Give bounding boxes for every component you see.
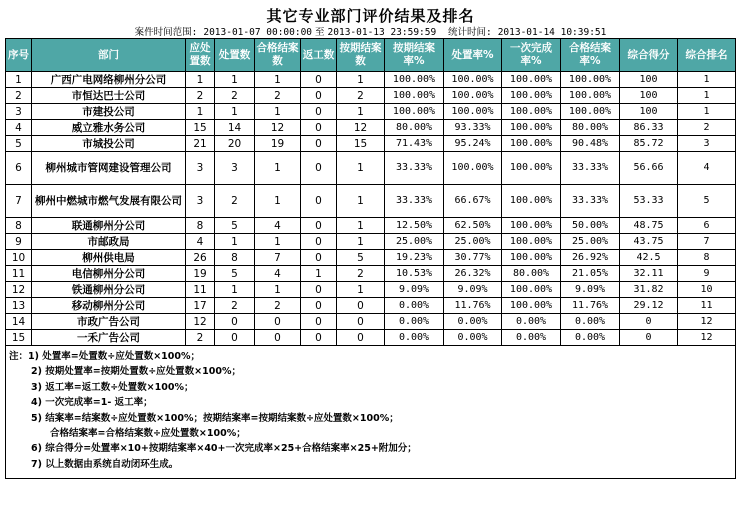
- table-cell: 0: [301, 152, 337, 185]
- table-cell: 9: [678, 266, 736, 282]
- table-cell: 48.75: [620, 218, 678, 234]
- table-cell: 100.00%: [502, 88, 561, 104]
- table-cell: 50.00%: [561, 218, 620, 234]
- range-from: 2013-01-07 00:00:00: [203, 27, 313, 38]
- table-cell: 1: [337, 104, 385, 120]
- table-cell: 10.53%: [385, 266, 444, 282]
- department-cell: 柳州城市管网建设管理公司: [32, 152, 186, 185]
- department-cell: 威立雅水务公司: [32, 120, 186, 136]
- table-row: [6, 330, 736, 346]
- column-header: 部门: [32, 39, 186, 72]
- column-header: 合格结案率%: [561, 39, 620, 72]
- department-cell: 电信柳州分公司: [32, 266, 186, 282]
- table-row: [6, 104, 736, 120]
- table-cell: 0: [301, 250, 337, 266]
- table-cell: 0: [255, 314, 301, 330]
- table-cell: 25.00%: [444, 234, 502, 250]
- table-cell: 100.00%: [502, 218, 561, 234]
- table-cell: 33.33%: [385, 185, 444, 218]
- table-cell: 20: [215, 136, 255, 152]
- department-cell: 移动柳州分公司: [32, 298, 186, 314]
- table-cell: 3: [186, 185, 215, 218]
- table-cell: 12: [337, 120, 385, 136]
- table-cell: 0: [301, 234, 337, 250]
- table-body: [6, 72, 736, 346]
- table-cell: 17: [186, 298, 215, 314]
- report-meta: [0, 24, 741, 38]
- table-cell: 80.00%: [561, 120, 620, 136]
- table-cell: 33.33%: [561, 185, 620, 218]
- table-cell: 100.00%: [502, 250, 561, 266]
- table-header: [6, 39, 736, 72]
- table-cell: 0: [255, 330, 301, 346]
- table-row: [6, 136, 736, 152]
- table-cell: 100.00%: [444, 152, 502, 185]
- department-cell: 铁通柳州分公司: [32, 282, 186, 298]
- table-cell: 4: [678, 152, 736, 185]
- table-cell: 43.75: [620, 234, 678, 250]
- table-cell: 21: [186, 136, 215, 152]
- table-cell: 12: [255, 120, 301, 136]
- table-cell: 0: [301, 298, 337, 314]
- stat-time: 2013-01-14 10:39:51: [497, 27, 607, 38]
- table-cell: 100.00%: [502, 136, 561, 152]
- table-cell: 3: [6, 104, 32, 120]
- table-cell: 1: [215, 282, 255, 298]
- table-cell: 15: [337, 136, 385, 152]
- column-header: 综合得分: [620, 39, 678, 72]
- note-2: 2) 按期处置率=按期处置数÷应处置数×100%；: [31, 366, 241, 378]
- table-cell: 100.00%: [385, 88, 444, 104]
- table-row: [6, 234, 736, 250]
- table-cell: 5: [678, 185, 736, 218]
- table-cell: 12: [186, 314, 215, 330]
- table-cell: 11.76%: [561, 298, 620, 314]
- note-4: 4) 一次完成率=1- 返工率；: [31, 397, 153, 409]
- table-cell: 0.00%: [561, 330, 620, 346]
- table-row: [6, 298, 736, 314]
- table-cell: 6: [6, 152, 32, 185]
- table-cell: 2: [215, 298, 255, 314]
- table-cell: 4: [255, 218, 301, 234]
- table-cell: 100.00%: [561, 104, 620, 120]
- department-cell: 柳州中燃城市燃气发展有限公司: [32, 185, 186, 218]
- table-row: [6, 72, 736, 88]
- note-5: 5) 结案率=结案数÷应处置数×100%；按期结案率=按期结案数÷应处置数×100%；: [31, 412, 399, 424]
- table-cell: 1: [255, 152, 301, 185]
- table-cell: 1: [255, 104, 301, 120]
- table-cell: 25.00%: [385, 234, 444, 250]
- table-cell: 1: [255, 185, 301, 218]
- table-cell: 0: [620, 330, 678, 346]
- table-cell: 0.00%: [444, 330, 502, 346]
- table-cell: 1: [678, 104, 736, 120]
- table-cell: 3: [215, 152, 255, 185]
- table-cell: 1: [255, 282, 301, 298]
- table-cell: 12: [678, 314, 736, 330]
- table-cell: 2: [215, 185, 255, 218]
- table-cell: 8: [215, 250, 255, 266]
- note-5b: 合格结案率=合格结案数÷应处置数×100%；: [50, 428, 246, 440]
- table-cell: 1: [215, 104, 255, 120]
- notes-head: 注：: [9, 351, 29, 362]
- table-row: [6, 266, 736, 282]
- table-cell: 100.00%: [561, 72, 620, 88]
- table-cell: 0: [620, 314, 678, 330]
- table-cell: 71.43%: [385, 136, 444, 152]
- note-1: [9, 349, 732, 364]
- table-cell: 85.72: [620, 136, 678, 152]
- table-cell: 1: [301, 266, 337, 282]
- table-cell: 8: [678, 250, 736, 266]
- table-cell: 1: [337, 282, 385, 298]
- table-cell: 0.00%: [561, 314, 620, 330]
- table-cell: 100.00%: [502, 104, 561, 120]
- table-row: [6, 185, 736, 218]
- table-cell: 4: [255, 266, 301, 282]
- header-row: [6, 39, 736, 72]
- table-cell: 19: [186, 266, 215, 282]
- department-cell: 柳州供电局: [32, 250, 186, 266]
- table-cell: 9: [6, 234, 32, 250]
- table-cell: 12: [678, 330, 736, 346]
- table-cell: 100.00%: [561, 88, 620, 104]
- table-cell: 100.00%: [444, 104, 502, 120]
- table-cell: 9.09%: [385, 282, 444, 298]
- table-cell: 100: [620, 104, 678, 120]
- table-cell: 80.00%: [502, 266, 561, 282]
- table-cell: 100: [620, 72, 678, 88]
- table-cell: 1: [215, 72, 255, 88]
- table-cell: 1: [215, 234, 255, 250]
- table-cell: 13: [6, 298, 32, 314]
- table-cell: 3: [678, 136, 736, 152]
- table-cell: 25.00%: [561, 234, 620, 250]
- table-cell: 1: [337, 152, 385, 185]
- table-cell: 53.33: [620, 185, 678, 218]
- table-row: [6, 218, 736, 234]
- evaluation-table: [5, 38, 736, 479]
- table-cell: 30.77%: [444, 250, 502, 266]
- notes-cell: [6, 346, 736, 479]
- table-row: [6, 282, 736, 298]
- department-cell: 市恒达巴士公司: [32, 88, 186, 104]
- table-cell: 1: [337, 185, 385, 218]
- table-cell: 0: [301, 88, 337, 104]
- table-cell: 8: [6, 218, 32, 234]
- table-cell: 15: [186, 120, 215, 136]
- column-header: 按期结案率%: [385, 39, 444, 72]
- table-cell: 1: [337, 234, 385, 250]
- table-cell: 0: [301, 120, 337, 136]
- department-cell: 一禾广告公司: [32, 330, 186, 346]
- range-sep: 至: [315, 27, 325, 38]
- table-cell: 1: [186, 72, 215, 88]
- table-cell: 0: [337, 314, 385, 330]
- table-cell: 100.00%: [502, 72, 561, 88]
- table-cell: 0.00%: [385, 330, 444, 346]
- table-cell: 0: [301, 104, 337, 120]
- table-cell: 0: [301, 136, 337, 152]
- table-cell: 0.00%: [502, 314, 561, 330]
- table-cell: 4: [6, 120, 32, 136]
- note-3: 3) 返工率=返工数÷处置数×100%；: [31, 381, 194, 393]
- table-cell: 66.67%: [444, 185, 502, 218]
- table-cell: 11: [6, 266, 32, 282]
- table-cell: 0: [337, 298, 385, 314]
- column-header: 合格结案数: [255, 39, 301, 72]
- table-cell: 1: [678, 72, 736, 88]
- table-cell: 1: [255, 72, 301, 88]
- table-cell: 4: [186, 234, 215, 250]
- table-cell: 2: [186, 88, 215, 104]
- table-cell: 10: [6, 250, 32, 266]
- table-cell: 2: [678, 120, 736, 136]
- table-cell: 0: [215, 314, 255, 330]
- note-7: 7) 以上数据由系统自动闭环生成。: [31, 458, 179, 470]
- table-cell: 2: [255, 298, 301, 314]
- table-cell: 15: [6, 330, 32, 346]
- table-cell: 1: [186, 104, 215, 120]
- table-cell: 10: [678, 282, 736, 298]
- table-cell: 0: [301, 185, 337, 218]
- table-cell: 21.05%: [561, 266, 620, 282]
- table-cell: 12: [6, 282, 32, 298]
- table-row: [6, 88, 736, 104]
- table-cell: 2: [186, 330, 215, 346]
- table-cell: 80.00%: [385, 120, 444, 136]
- table-cell: 33.33%: [561, 152, 620, 185]
- table-cell: 100.00%: [502, 152, 561, 185]
- table-cell: 9.09%: [561, 282, 620, 298]
- table-cell: 0: [337, 330, 385, 346]
- report-title: 其它专业部门评价结果及排名: [266, 7, 475, 25]
- table-cell: 1: [337, 72, 385, 88]
- table-cell: 62.50%: [444, 218, 502, 234]
- table-cell: 19.23%: [385, 250, 444, 266]
- table-cell: 56.66: [620, 152, 678, 185]
- table-cell: 42.5: [620, 250, 678, 266]
- table-cell: 2: [6, 88, 32, 104]
- notes-row: [6, 346, 736, 479]
- table-cell: 14: [6, 314, 32, 330]
- table-cell: 100.00%: [502, 185, 561, 218]
- department-cell: 联通柳州分公司: [32, 218, 186, 234]
- table-cell: 100.00%: [385, 72, 444, 88]
- table-cell: 5: [215, 218, 255, 234]
- table-row: [6, 314, 736, 330]
- table-cell: 3: [186, 152, 215, 185]
- table-cell: 0.00%: [502, 330, 561, 346]
- table-cell: 100.00%: [444, 72, 502, 88]
- column-header: 序号: [6, 39, 32, 72]
- table-cell: 100.00%: [502, 120, 561, 136]
- table-cell: 7: [678, 234, 736, 250]
- table-cell: 19: [255, 136, 301, 152]
- table-cell: 14: [215, 120, 255, 136]
- table-cell: 6: [678, 218, 736, 234]
- table-cell: 0: [215, 330, 255, 346]
- table-cell: 1: [337, 218, 385, 234]
- table-cell: 7: [6, 185, 32, 218]
- table-cell: 1: [255, 234, 301, 250]
- table-cell: 33.33%: [385, 152, 444, 185]
- note-6: 6) 综合得分=处置率×10+按期结案率×40+一次完成率×25+合格结案率×25+附加分；: [31, 443, 417, 455]
- table-cell: 95.24%: [444, 136, 502, 152]
- department-cell: 市政广告公司: [32, 314, 186, 330]
- table-row: [6, 152, 736, 185]
- range-label: 案件时间范围:: [134, 27, 198, 38]
- table-cell: 0: [301, 218, 337, 234]
- table-cell: 31.82: [620, 282, 678, 298]
- department-cell: 市邮政局: [32, 234, 186, 250]
- table-cell: 2: [255, 88, 301, 104]
- table-cell: 100: [620, 88, 678, 104]
- table-cell: 1: [6, 72, 32, 88]
- table-cell: 26.32%: [444, 266, 502, 282]
- table-cell: 0: [301, 314, 337, 330]
- column-header: 按期结案数: [337, 39, 385, 72]
- column-header: 返工数: [301, 39, 337, 72]
- table-cell: 2: [337, 88, 385, 104]
- note-1-text: 1) 处置率=处置数÷应处置数×100%；: [28, 351, 201, 362]
- table-cell: 0: [301, 330, 337, 346]
- column-header: 应处置数: [186, 39, 215, 72]
- stat-label: 统计时间:: [447, 27, 492, 38]
- table-cell: 11: [186, 282, 215, 298]
- department-cell: 市城投公司: [32, 136, 186, 152]
- notes: [9, 349, 732, 472]
- table-cell: 0.00%: [385, 298, 444, 314]
- table-cell: 0: [301, 282, 337, 298]
- range-to: 2013-01-13 23:59:59: [327, 27, 437, 38]
- table-cell: 32.11: [620, 266, 678, 282]
- department-cell: 广西广电网络柳州分公司: [32, 72, 186, 88]
- column-header: 一次完成率%: [502, 39, 561, 72]
- table-cell: 26: [186, 250, 215, 266]
- table-cell: 5: [6, 136, 32, 152]
- table-cell: 1: [678, 88, 736, 104]
- table-cell: 2: [215, 88, 255, 104]
- table-cell: 29.12: [620, 298, 678, 314]
- table-row: [6, 250, 736, 266]
- table-cell: 100.00%: [444, 88, 502, 104]
- table-cell: 11.76%: [444, 298, 502, 314]
- column-header: 处置数: [215, 39, 255, 72]
- table-cell: 26.92%: [561, 250, 620, 266]
- table-cell: 11: [678, 298, 736, 314]
- table-cell: 93.33%: [444, 120, 502, 136]
- table-row: [6, 120, 736, 136]
- table-cell: 7: [255, 250, 301, 266]
- table-cell: 0.00%: [444, 314, 502, 330]
- table-cell: 5: [337, 250, 385, 266]
- table-cell: 0: [301, 72, 337, 88]
- table-cell: 100.00%: [502, 298, 561, 314]
- table-cell: 90.48%: [561, 136, 620, 152]
- table-cell: 86.33: [620, 120, 678, 136]
- table-cell: 5: [215, 266, 255, 282]
- column-header: 综合排名: [678, 39, 736, 72]
- table-cell: 2: [337, 266, 385, 282]
- table-cell: 0.00%: [385, 314, 444, 330]
- table-cell: 100.00%: [502, 234, 561, 250]
- column-header: 处置率%: [444, 39, 502, 72]
- table-cell: 100.00%: [502, 282, 561, 298]
- table-cell: 9.09%: [444, 282, 502, 298]
- department-cell: 市建投公司: [32, 104, 186, 120]
- table-cell: 12.50%: [385, 218, 444, 234]
- table-cell: 8: [186, 218, 215, 234]
- table-cell: 100.00%: [385, 104, 444, 120]
